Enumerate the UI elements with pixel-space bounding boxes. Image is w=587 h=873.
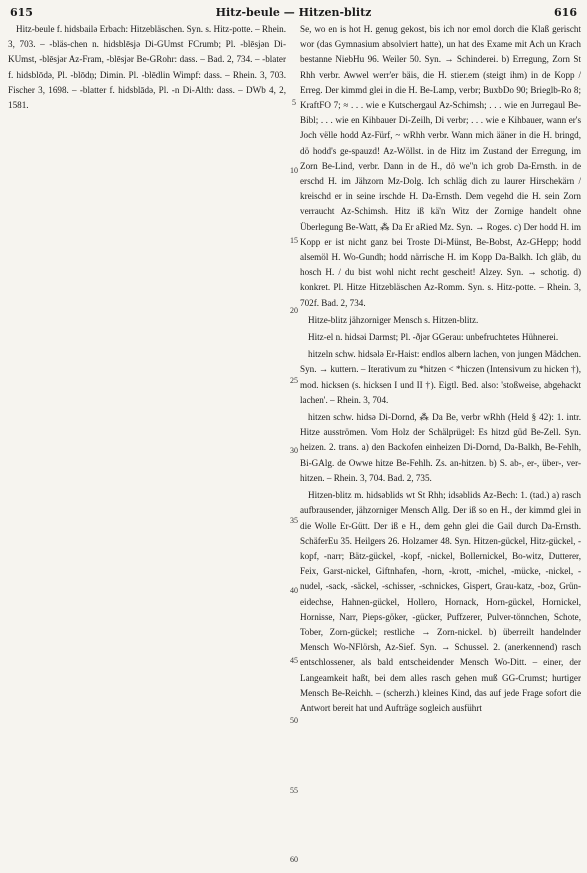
dictionary-entry: Hitz-beule f. hidsbailə Erbach: Hitzebläschen. Syn. s. Hitz-potte. – Rhein. 3, 703. – -bläs-chen n. hidsblēsjə Di-GUmst FCrumb; Pl. -blēsjən Di-KUmst, -blēsjər Az-Fram, -blēsjər Be-GRohr: dass. – Bad. 2, 734. – -blater f. hidsblōdə, Pl. -blōdṇ; Dimin. Pl. -blēdlin Wimpf: dass. – Rhein. 3, 703. Fischer 3, 1698. – -blatter f. hidsblādə, Pl. -n Di-Alth: dass. – DWb 4, 2, 1581.	[8, 24, 286, 111]
dictionary-entry: Hitzen-blitz m. hidsəblids wt St Rhh; idsəblids Az-Bech: 1. (tad.) a) rasch aufbrausender, jähzorniger Mensch Allg. Der iß so en H., der kimmd glei in die Wolle Er-Gütt. Der iß e H., dem gehn glei die Gail durch Da-Ernsth. SchäferEu 35. Heilgers 26. Holzamer 48. Syn. Hitzen-gückel, Hitz-gückel, -kopf, -narr; Bätz-gückel, -kopf, -nickel, Bollernickel, Bo-witz, Dutterer, Feix, Garst-nickel, Giftnhafen, -horn, -krott, -michel, -mücke, -nickel, -nudel, -sack, -säckel, -schisser, -schnickes, Gispert, Grau-katz, -boz, Grün-eidechse, Hahnen-gückel, Hollero, Hornack, Horn-gückel, Hornickel, Hornisse, Narr, Pieps-göker, -gücker, Puffzerer, Pulver-tönnchen, Schote, Tober, Zorn-gückel; restliche → Zorn-nickel. b) überreilt handelnder Mensch Wo-NFlörsh, Az-Sief. Syn. → Schussel. 2. (anerkennend) rasch entschlossener, als bald entscheidender Mensch Wo-Ditt. – einer, der Langeamkeit haßt, bei dem alles rasch gehen muß GG-Crumst; hurtiger Mensch Be-Reichh. – (scherzh.) kleines Kind, das auf jede Frage sofort die Antwort bereit hat und Aufträge sogleich ausführt	[300, 490, 581, 713]
page-number-left: 615	[10, 5, 33, 19]
line-number: 10	[290, 166, 298, 175]
line-number: 5	[292, 98, 296, 107]
line-number: 50	[290, 716, 298, 725]
line-number: 45	[290, 656, 298, 665]
page-header	[0, 0, 587, 24]
dictionary-entry: hitzeln schw. hidsələ Er-Haist: endlos albern lachen, von jungen Mädchen. Syn. → kuttern. – Iterativum zu *hitzen < *hiczen (Intensivum zu hicken †), mod. hicksen (s. hicksen I und II †). Eigtl. Bed. also: 'stoßweise, abgehackt lachen'. – Rhein. 3, 704.	[300, 349, 581, 405]
line-number: 20	[290, 306, 298, 315]
dictionary-entry: Hitze-blitz jähzorniger Mensch s. Hitzen-blitz.	[308, 314, 479, 325]
line-number: 25	[290, 376, 298, 385]
dictionary-entry: hitzen schw. hidsə Di-Dornd, ⁂ Da Be, verbr wRhh (Held § 42): 1. intr. Hitze ausströmen. Vom Holz der Schälprügel: Es hitzd güd Be-Zell. Syn. heizen. 2. trans. a) den Backofen einheizen Di-Dornd, Da-Balkh, Be-Fehlh, Bi-GAlg. de Owwe hitze Be-Fehlh. Zs. an-hitzen. b) S. ab-, er-, über-, ver-hitzen. – Rhein. 3, 704. Bad. 2, 735.	[300, 412, 581, 483]
page-number-right: 616	[554, 5, 577, 19]
line-number: 30	[290, 446, 298, 455]
running-title: Hitz-beule — Hitzen-blitz	[215, 5, 372, 19]
line-number: 40	[290, 586, 298, 595]
line-number: 35	[290, 516, 298, 525]
line-number: 60	[290, 855, 298, 864]
left-column	[8, 22, 286, 867]
line-number: 55	[290, 786, 298, 795]
line-number: 15	[290, 236, 298, 245]
dictionary-entry: Se, wo en is hot H. genug gekost, bis ich nor emol dorch die Klaß gerischt wor (das Gymnasium absolviert hatte), un hat des Exame mit Ach un Krach bestanne NiebHu 96. Weiler 50. Syn. → Schinderei. b) Erregung, Zorn St Rhh verbr. Awwel werr'er bäis, die H. stier.em (steigt ihm) in de Kopp / Erreg. Der kimmd glei in die H. Be-Lamp, verbr; BuxbDo 90; Brieglb-Ro 8; KraftFO 7; ≈ . . . wie e Kutschergaul Az-Schimsh; . . . wie en Jurregaul Be-Bibl; . . . wie en Kihbauer Di-Zeilh, Di verbr; . . . wie e Kihbauer, wann er's Joch vëlle hodd Az-Fürf, ~ wRhh verbr. Wann mich ääner in die H. bringd, dö hodd's ge-spauzd! Az-Wöllst. in de Hitz im Zustand der Erregung, im Zorn Be-Lind, verbr. Dann in de H., dö we''n ich grob Da-Ernsth. in de erschd H. im Jähzorn Mz-Dolg. Ich schläg dich zu laurer Hirschekärn / kreischd er in seine irschde H. Da-Ernsth. Dem vegehd die H. sein Zorn verraucht Az-Schimsh. Hitz iß kä'n Witz der Zornige handelt ohne Überlegung Be-Watt, ⁂ Da Er aRied Mz. Syn. → Roges. c) Der hodd H. im Kopp er ist nicht ganz bei Troste Di-Münst, Be-Bobst, Az-GHepp; hodd alsemöl H. Wo-Gundh; hodd närrische H. im Kopp Da-Balkh. Ich gläb, du hosch H. / du bist wohl nicht recht gescheit! Alzey. Syn. → schotig. d) konkret. Pl. Hitze Hitzebläschen Az-Romm. Syn. s. Hitz-potte. – Rhein. 3, 702f. Bad. 2, 734.	[300, 24, 581, 308]
right-column	[300, 22, 581, 867]
dictionary-entry: Hitz-el n. hidsəi Darmst; Pl. -ðjər GGerau: unbefruchtetes Hühnerei.	[308, 332, 559, 343]
